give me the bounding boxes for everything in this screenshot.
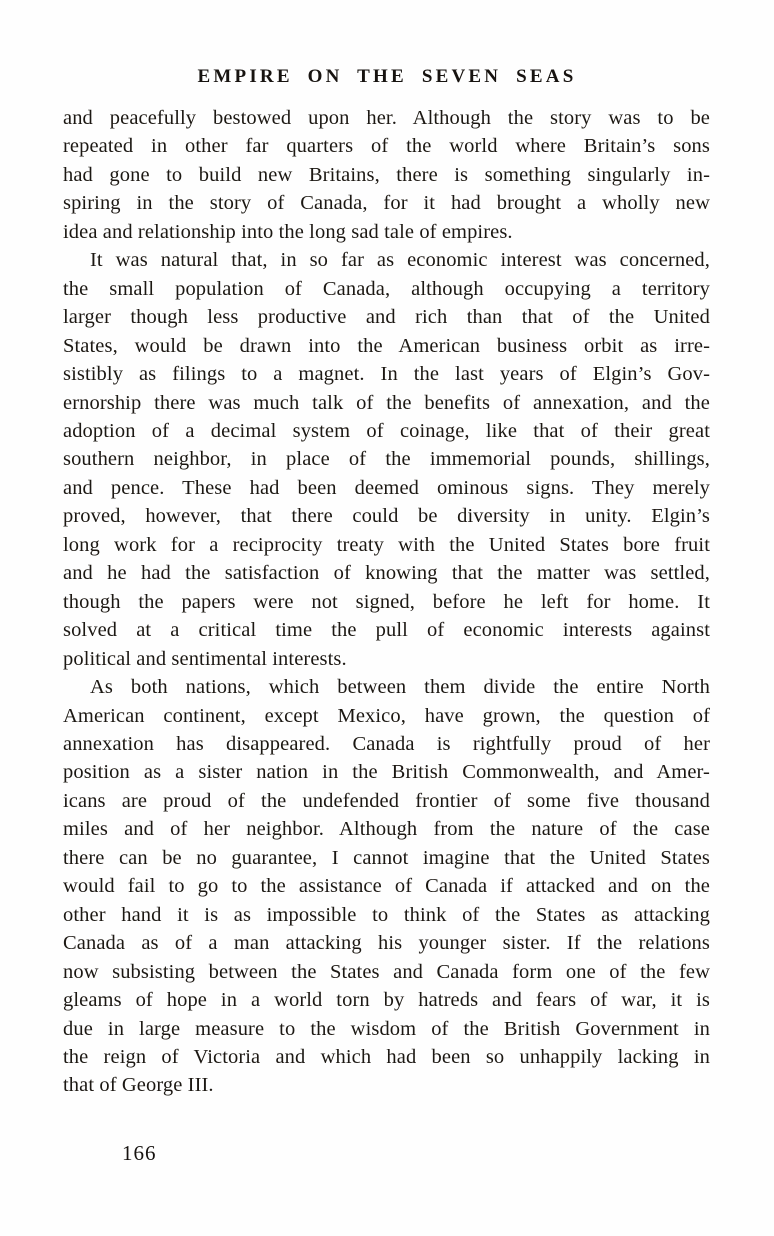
text-line: though the papers were not signed, before he left for home. It bbox=[63, 590, 710, 613]
text-body bbox=[63, 104, 710, 1100]
text-line: position as a sister nation in the British Commonwealth, and Amer- bbox=[63, 761, 710, 784]
text-line: American continent, except Mexico, have grown, the question of bbox=[63, 704, 710, 727]
text-line: there can be no guarantee, I cannot imagine that the United States bbox=[63, 846, 710, 869]
text-line: States, would be drawn into the American business orbit as irre- bbox=[63, 334, 710, 357]
text-line: the reign of Victoria and which had been so unhappily lacking in bbox=[63, 1045, 710, 1068]
text-line: and pence. These had been deemed ominous signs. They merely bbox=[63, 476, 710, 499]
text-line: icans are proud of the undefended frontier of some five thousand bbox=[63, 789, 710, 812]
text-line: and peacefully bestowed upon her. Although the story was to be bbox=[63, 107, 710, 129]
running-header: EMPIRE ON THE SEVEN SEAS bbox=[197, 66, 577, 87]
text-line: political and sentimental interests. bbox=[63, 647, 347, 670]
text-line: solved at a critical time the pull of economic interests against bbox=[63, 619, 710, 642]
text-line: proved, however, that there could be diversity in unity. Elgin’s bbox=[63, 505, 710, 528]
text-line: the small population of Canada, although occupying a territory bbox=[63, 277, 710, 300]
text-line: now subsisting between the States and Canada form one of the few bbox=[63, 960, 710, 983]
text-line: miles and of her neighbor. Although from the nature of the case bbox=[63, 818, 710, 841]
text-line: idea and relationship into the long sad tale of empires. bbox=[63, 220, 513, 243]
text-line: would fail to go to the assistance of Canada if attacked and on the bbox=[63, 875, 710, 898]
page-number: 166 bbox=[122, 1141, 157, 1165]
text-line: ernorship there was much talk of the benefits of annexation, and the bbox=[63, 391, 710, 414]
text-line: southern neighbor, in place of the immemorial pounds, shillings, bbox=[63, 448, 710, 471]
text-line: As both nations, which between them divide the entire North bbox=[90, 676, 710, 699]
text-line: spiring in the story of Canada, for it had brought a wholly new bbox=[63, 192, 710, 215]
text-line: that of George III. bbox=[63, 1074, 214, 1097]
text-line: Canada as of a man attacking his younger sister. If the relations bbox=[63, 932, 710, 955]
text-line: had gone to build new Britains, there is something singularly in- bbox=[63, 163, 710, 186]
text-line: repeated in other far quarters of the world where Britain’s sons bbox=[63, 135, 710, 158]
text-line: adoption of a decimal system of coinage, like that of their great bbox=[63, 419, 710, 442]
text-line: It was natural that, in so far as economic interest was concerned, bbox=[90, 249, 710, 272]
text-line: gleams of hope in a world torn by hatreds and fears of war, it is bbox=[63, 989, 710, 1012]
text-line: due in large measure to the wisdom of the British Government in bbox=[63, 1017, 710, 1040]
text-line: sistibly as filings to a magnet. In the last years of Elgin’s Gov- bbox=[63, 363, 710, 386]
text-line: other hand it is as impossible to think of the States as attacking bbox=[63, 903, 710, 926]
text-line: and he had the satisfaction of knowing that the matter was settled, bbox=[63, 562, 710, 585]
text-line: larger though less productive and rich than that of the United bbox=[63, 306, 710, 329]
text-line: annexation has disappeared. Canada is rightfully proud of her bbox=[63, 732, 710, 755]
text-line: long work for a reciprocity treaty with the United States bore fruit bbox=[63, 533, 710, 556]
